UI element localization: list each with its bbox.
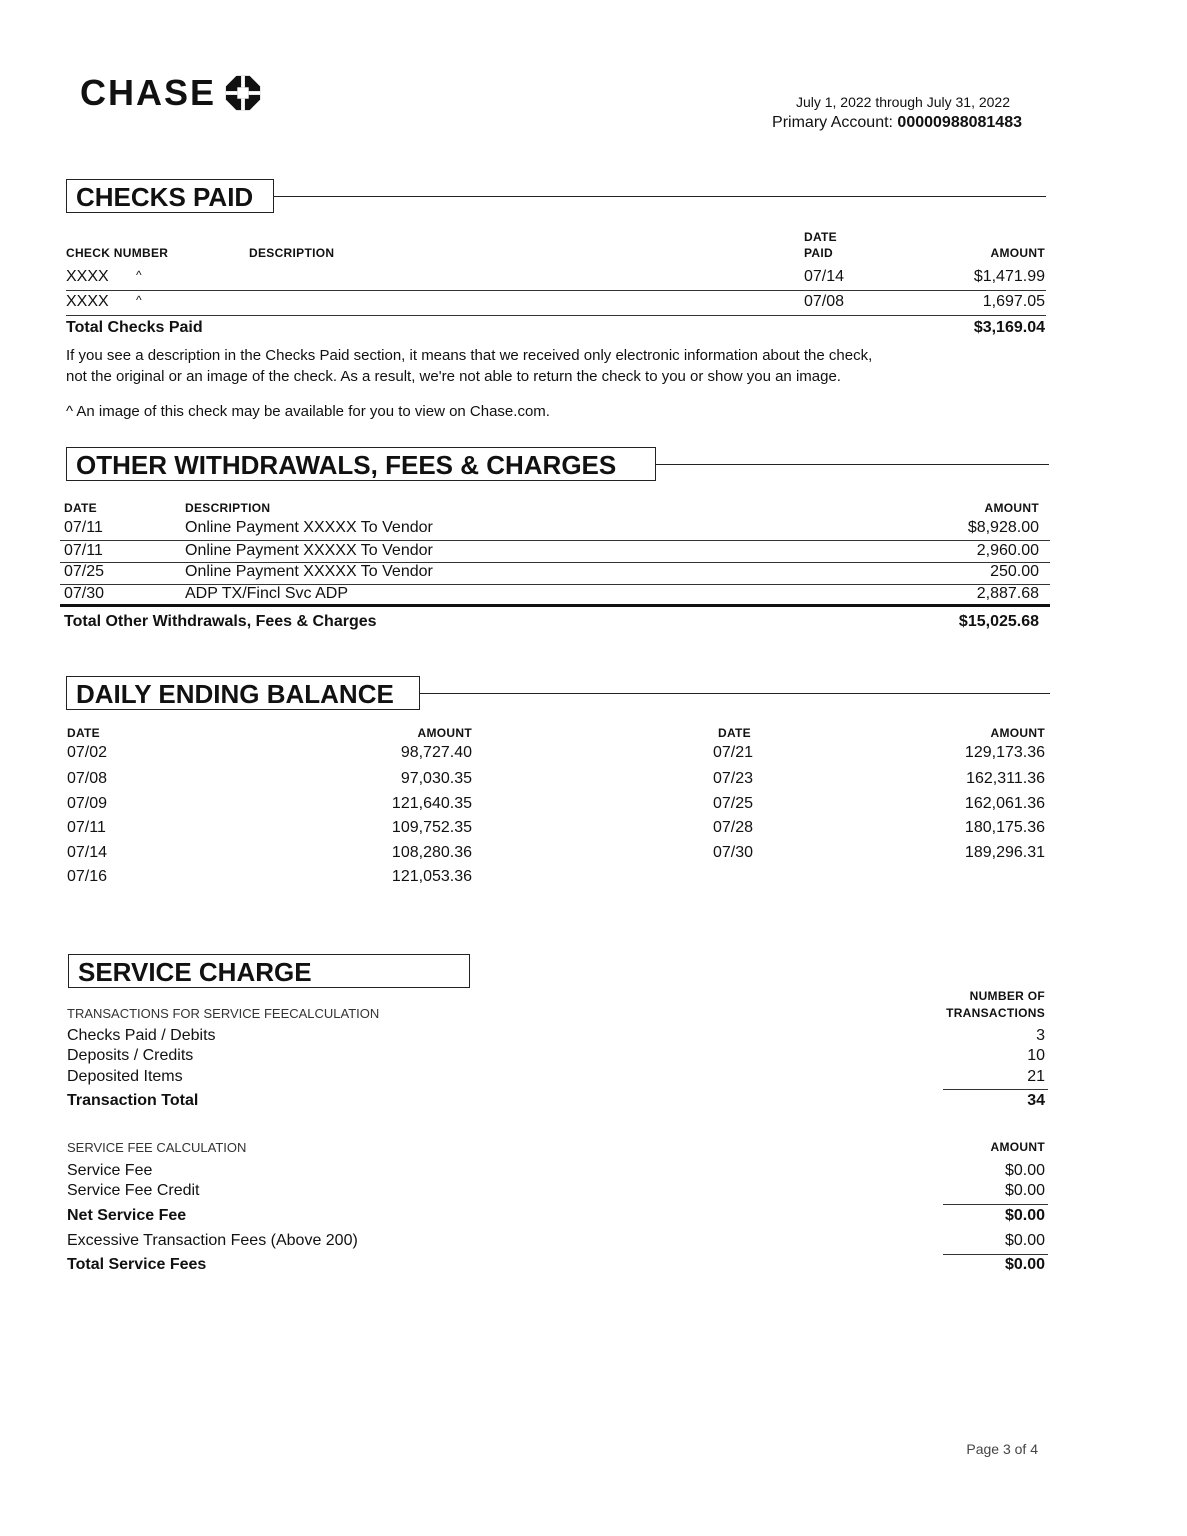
image-available-mark: ^: [136, 293, 142, 307]
primary-account: [660, 114, 1022, 132]
balance-date: 07/25: [713, 795, 754, 812]
row-rule: [66, 315, 1046, 316]
col-date: DATE: [718, 726, 751, 740]
balance-amount: 162,061.36: [964, 795, 1045, 812]
check-image-note: ^ An image of this check may be available for you to view on Chase.com.: [66, 403, 550, 420]
balance-date: 07/21: [713, 744, 754, 761]
balance-amount: 180,175.36: [964, 819, 1045, 836]
check-date: 07/14: [804, 268, 845, 285]
col-date-paid-line1: DATE: [804, 230, 837, 244]
subtotal-rule: [943, 1254, 1048, 1255]
fee-calc-heading: SERVICE FEE CALCULATION: [67, 1140, 247, 1155]
col-date: DATE: [64, 501, 97, 515]
withdrawal-description: Online Payment XXXXX To Vendor: [185, 542, 433, 559]
row-rule: [60, 540, 1050, 541]
total-rule: [60, 604, 1050, 607]
total-service-fees-label: Total Service Fees: [67, 1256, 207, 1273]
subtotal-rule: [943, 1204, 1048, 1205]
col-check-number: CHECK NUMBER: [66, 246, 169, 260]
col-description: DESCRIPTION: [185, 501, 271, 515]
net-service-fee-value: $0.00: [1004, 1207, 1045, 1224]
account-number: 00000988081483: [897, 114, 1022, 131]
deposits-credits-label: Deposits / Credits: [67, 1047, 194, 1064]
excessive-fees-label: Excessive Transaction Fees (Above 200): [67, 1232, 358, 1249]
page-number: Page 3 of 4: [966, 1441, 1038, 1457]
excessive-fees-value: $0.00: [1004, 1232, 1045, 1249]
subtotal-rule: [943, 1089, 1048, 1090]
withdrawal-date: 07/11: [64, 519, 103, 536]
balance-date: 07/14: [67, 844, 108, 861]
total-checks-paid-label: Total Checks Paid: [66, 319, 203, 336]
col-transactions-line2: TRANSACTIONS: [946, 1006, 1045, 1020]
withdrawal-description: Online Payment XXXXX To Vendor: [185, 563, 433, 580]
check-amount: $1,471.99: [973, 268, 1045, 285]
balance-amount: 109,752.35: [391, 819, 472, 836]
col-description: DESCRIPTION: [249, 246, 335, 260]
net-service-fee-label: Net Service Fee: [67, 1207, 187, 1224]
service-fee-value: $0.00: [1004, 1162, 1045, 1179]
section-rule: [272, 196, 1046, 197]
deposits-credits-value: 10: [1027, 1047, 1045, 1064]
service-fee-label: Service Fee: [67, 1162, 153, 1179]
balance-date: 07/08: [67, 770, 108, 787]
total-withdrawals-label: Total Other Withdrawals, Fees & Charges: [64, 613, 377, 630]
withdrawal-amount: 2,887.68: [976, 585, 1039, 602]
account-label: Primary Account:: [772, 114, 898, 131]
withdrawal-date: 07/11: [64, 542, 103, 559]
col-amount: AMOUNT: [990, 1140, 1045, 1154]
balance-date: 07/11: [67, 819, 106, 836]
txn-calc-heading: TRANSACTIONS FOR SERVICE FEECALCULATION: [67, 1006, 380, 1021]
checks-note-line2: not the original or an image of the check. As a result, we're not able to return the check to you or show you an image.: [66, 368, 841, 385]
balance-amount: 98,727.40: [400, 744, 472, 761]
balance-date: 07/09: [67, 795, 108, 812]
withdrawal-amount: $8,928.00: [967, 519, 1039, 536]
section-title-checks-paid: CHECKS PAID: [66, 179, 274, 213]
section-title-other-withdrawals: OTHER WITHDRAWALS, FEES & CHARGES: [66, 447, 656, 481]
balance-amount: 129,173.36: [964, 744, 1045, 761]
transaction-total-value: 34: [1027, 1092, 1045, 1109]
section-rule: [654, 464, 1049, 465]
col-amount: AMOUNT: [990, 246, 1045, 260]
service-fee-credit-label: Service Fee Credit: [67, 1182, 200, 1199]
checks-paid-debits-label: Checks Paid / Debits: [67, 1027, 216, 1044]
balance-date: 07/30: [713, 844, 754, 861]
service-fee-credit-value: $0.00: [1004, 1182, 1045, 1199]
check-number: XXXX: [66, 268, 109, 285]
col-number-of-line1: NUMBER OF: [969, 989, 1045, 1003]
row-rule: [66, 290, 1046, 291]
balance-amount: 97,030.35: [400, 770, 472, 787]
total-checks-paid-amount: $3,169.04: [973, 319, 1045, 336]
col-date-paid-line2: PAID: [804, 246, 833, 260]
withdrawal-amount: 250.00: [990, 563, 1039, 580]
chase-logo-text: CHASE: [80, 72, 217, 113]
balance-date: 07/28: [713, 819, 754, 836]
balance-amount: 189,296.31: [964, 844, 1045, 861]
withdrawal-description: Online Payment XXXXX To Vendor: [185, 519, 433, 536]
balance-date: 07/02: [67, 744, 108, 761]
withdrawal-date: 07/25: [64, 563, 105, 580]
checks-paid-debits-value: 3: [1036, 1027, 1045, 1044]
withdrawal-date: 07/30: [64, 585, 105, 602]
balance-date: 07/23: [713, 770, 754, 787]
balance-amount: 108,280.36: [391, 844, 472, 861]
checks-note-line1: If you see a description in the Checks Paid section, it means that we received only electronic information about the check,: [66, 347, 873, 364]
balance-amount: 121,053.36: [391, 868, 472, 885]
check-date: 07/08: [804, 293, 845, 310]
chase-octagon-logo-icon: [224, 74, 262, 112]
check-number: XXXX: [66, 293, 109, 310]
col-amount: AMOUNT: [417, 726, 472, 740]
balance-date: 07/16: [67, 868, 108, 885]
col-amount: AMOUNT: [990, 726, 1045, 740]
withdrawal-amount: 2,960.00: [976, 542, 1039, 559]
statement-period: July 1, 2022 through July 31, 2022: [795, 94, 1010, 110]
balance-amount: 121,640.35: [391, 795, 472, 812]
image-available-mark: ^: [136, 268, 142, 282]
deposited-items-label: Deposited Items: [67, 1068, 183, 1085]
section-rule: [418, 693, 1050, 694]
withdrawal-description: ADP TX/Fincl Svc ADP: [185, 585, 349, 602]
section-title-daily-ending-balance: DAILY ENDING BALANCE: [66, 676, 420, 710]
col-amount: AMOUNT: [984, 501, 1039, 515]
col-date: DATE: [67, 726, 100, 740]
total-service-fees-value: $0.00: [1004, 1256, 1045, 1273]
balance-amount: 162,311.36: [966, 770, 1045, 787]
section-title-service-charge: SERVICE CHARGE: [68, 954, 470, 988]
deposited-items-value: 21: [1027, 1068, 1045, 1085]
check-amount: 1,697.05: [982, 293, 1045, 310]
total-withdrawals-amount: $15,025.68: [958, 613, 1039, 630]
transaction-total-label: Transaction Total: [67, 1092, 199, 1109]
